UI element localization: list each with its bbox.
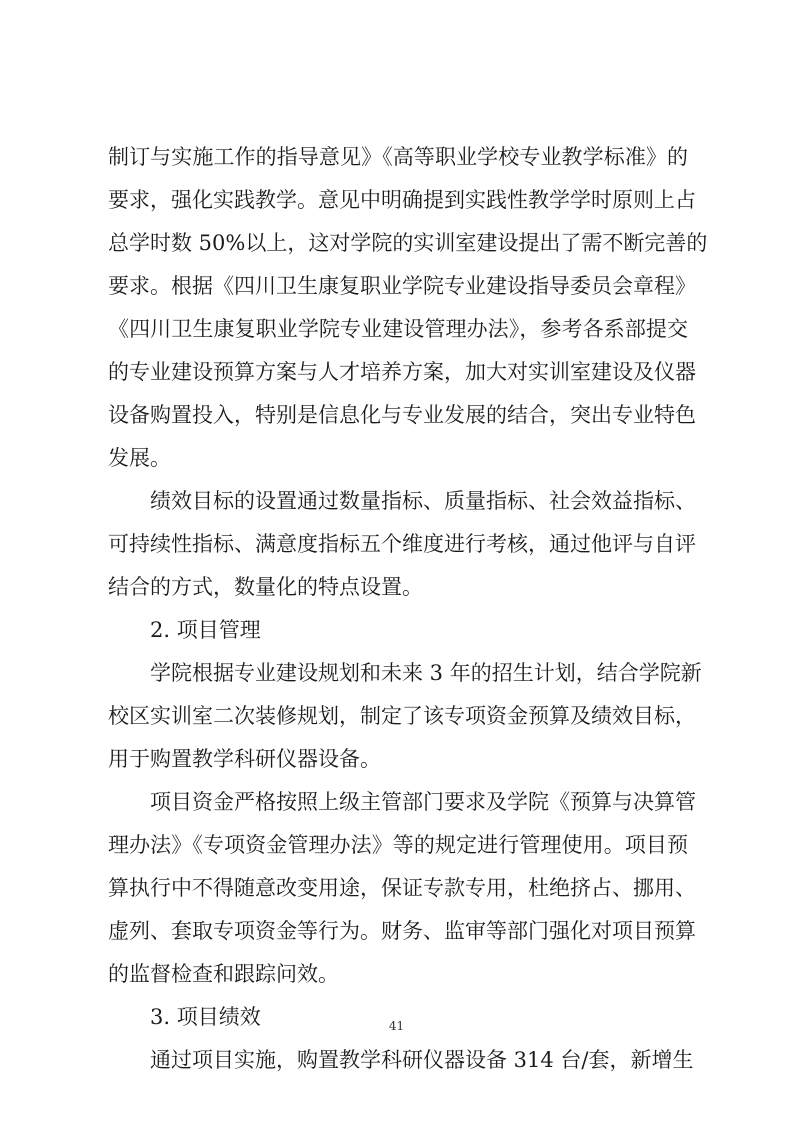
page-number: 41 (388, 1019, 405, 1033)
text-line: 算执行中不得随意改变用途，保证专款专用，杜绝挤占、挪用、 (108, 876, 696, 900)
text-line: 要求。根据《四川卫生康复职业学院专业建设指导委员会章程》 (108, 274, 696, 298)
paragraph-start: 学院根据专业建设规划和未来 3 年的招生计划，结合学院新 (150, 661, 702, 685)
text-line: 用于购置教学科研仪器设备。 (108, 747, 381, 771)
text-line: 制订与实施工作的指导意见》《高等职业学校专业教学标准》的 (108, 145, 688, 169)
text-line: 要求，强化实践教学。意见中明确提到实践性教学学时原则上占 (108, 188, 696, 212)
text-line: 总学时数 50%以上，这对学院的实训室建设提出了需不断完善的 (108, 231, 708, 255)
paragraph-start: 绩效目标的设置通过数量指标、质量指标、社会效益指标、 (150, 489, 696, 513)
text-line: 设备购置投入，特别是信息化与专业发展的结合，突出专业特色 (108, 403, 696, 427)
text-line: 《四川卫生康复职业学院专业建设管理办法》，参考各系部提交 (108, 317, 688, 341)
text-line: 结合的方式，数量化的特点设置。 (108, 575, 423, 599)
paragraph-start: 通过项目实施，购置教学科研仪器设备 314 台/套，新增生 (150, 1048, 694, 1072)
section-heading: 3. 项目绩效 (150, 1005, 261, 1029)
text-line: 的专业建设预算方案与人才培养方案，加大对实训室建设及仪器 (108, 360, 696, 384)
text-line: 校区实训室二次装修规划，制定了该专项资金预算及绩效目标， (108, 704, 696, 728)
text-line: 虚列、套取专项资金等行为。财务、监审等部门强化对项目预算 (108, 919, 696, 943)
text-line: 的监督检查和跟踪问效。 (108, 962, 339, 986)
text-line: 理办法》《专项资金管理办法》等的规定进行管理使用。项目预 (108, 833, 688, 857)
text-line: 发展。 (108, 446, 171, 470)
text-line: 可持续性指标、满意度指标五个维度进行考核，通过他评与自评 (108, 532, 696, 556)
section-heading: 2. 项目管理 (150, 618, 261, 642)
paragraph-start: 项目资金严格按照上级主管部门要求及学院《预算与决算管 (150, 790, 696, 814)
